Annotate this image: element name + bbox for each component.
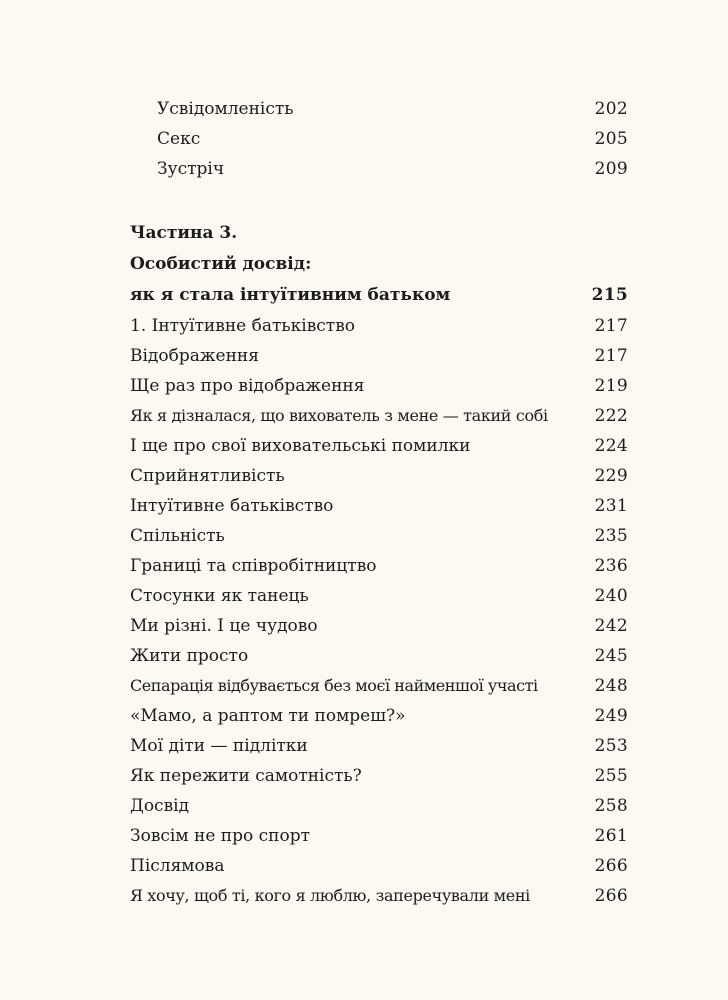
toc-entry-title: Спільність bbox=[130, 526, 225, 546]
toc-entry-page: 235 bbox=[594, 526, 628, 546]
toc-entry-title: Я хочу, щоб ті, кого я люблю, заперечували мені bbox=[130, 886, 530, 905]
toc-entry bbox=[130, 821, 628, 851]
toc-entry-page: 253 bbox=[594, 736, 628, 756]
part-title-line-1: Особистий досвід: bbox=[130, 254, 312, 274]
part-number: Частина 3. bbox=[130, 223, 238, 243]
toc-entry-title: Зовсім не про спорт bbox=[130, 826, 311, 846]
toc-entry bbox=[130, 761, 628, 791]
toc-entry bbox=[130, 94, 628, 124]
toc-entry-title: Сприйнятливість bbox=[130, 466, 285, 486]
toc-entry bbox=[130, 731, 628, 761]
toc-entry bbox=[130, 551, 628, 581]
part-title-line-2: як я стала інтуїтивним батьком bbox=[130, 285, 451, 305]
toc-entry-page: 231 bbox=[594, 496, 628, 516]
toc-entry-page: 222 bbox=[594, 406, 628, 426]
toc-entry-page: 258 bbox=[594, 796, 628, 816]
toc-entry bbox=[130, 491, 628, 521]
toc-entry bbox=[130, 341, 628, 371]
toc-entry-page: 205 bbox=[594, 129, 628, 149]
toc-entry bbox=[130, 401, 628, 431]
toc-entry-title: Ще раз про відображення bbox=[130, 376, 365, 396]
toc-entry bbox=[130, 671, 628, 701]
toc-entry-page: 217 bbox=[594, 316, 628, 336]
toc-entry-page: 224 bbox=[594, 436, 628, 456]
toc-entry bbox=[130, 431, 628, 461]
part-heading-line-3 bbox=[130, 280, 628, 311]
toc-entry-page: 236 bbox=[594, 556, 628, 576]
toc-entry bbox=[130, 701, 628, 731]
toc-entry-title: Зустріч bbox=[157, 159, 225, 179]
toc-entry bbox=[130, 611, 628, 641]
toc-entry bbox=[130, 881, 628, 911]
toc-entry-title: Як пережити самотність? bbox=[130, 766, 362, 786]
toc-entry-title: «Мамо, а раптом ти помреш?» bbox=[130, 706, 406, 726]
toc-entry-title: Стосунки як танець bbox=[130, 586, 309, 606]
toc-entry-title: Жити просто bbox=[130, 646, 249, 666]
toc-entry-page: 266 bbox=[594, 856, 628, 876]
toc-entry-page: 219 bbox=[594, 376, 628, 396]
toc-entry-title: Післямова bbox=[130, 856, 225, 876]
toc-entry-title: Як я дізналася, що вихователь з мене — такий собі bbox=[130, 406, 548, 425]
toc-entry-title: Інтуїтивне батьківство bbox=[130, 496, 334, 516]
section-gap bbox=[130, 184, 628, 218]
toc-entry-title: Сепарація відбувається без моєї найменшої участі bbox=[130, 676, 538, 695]
toc-entry bbox=[130, 311, 628, 341]
toc-entry-page: 229 bbox=[594, 466, 628, 486]
toc-entry-page: 240 bbox=[594, 586, 628, 606]
toc-entry-title: 1. Інтуїтивне батьківство bbox=[130, 316, 356, 336]
toc-entry-page: 249 bbox=[594, 706, 628, 726]
toc-entry-title: Усвідомленість bbox=[157, 99, 294, 119]
toc-entry bbox=[130, 124, 628, 154]
toc-entry-title: Границі та співробітництво bbox=[130, 556, 377, 576]
toc-entry-title: Секс bbox=[157, 129, 201, 149]
toc-entry-page: 261 bbox=[594, 826, 628, 846]
toc-entry-page: 217 bbox=[594, 346, 628, 366]
toc-entry-title: Мої діти — підлітки bbox=[130, 736, 308, 756]
toc-entry-page: 209 bbox=[594, 159, 628, 179]
toc-entry bbox=[130, 371, 628, 401]
part-page: 215 bbox=[591, 285, 628, 305]
toc-entry-title: Відображення bbox=[130, 346, 259, 366]
toc-entry-page: 266 bbox=[594, 886, 628, 906]
toc-entry-page: 242 bbox=[594, 616, 628, 636]
toc-entry bbox=[130, 791, 628, 821]
toc-entry-page: 202 bbox=[594, 99, 628, 119]
toc-entry bbox=[130, 581, 628, 611]
toc-entry-page: 248 bbox=[594, 676, 628, 696]
toc-entry bbox=[130, 641, 628, 671]
toc-entry-title: Ми різні. І це чудово bbox=[130, 616, 318, 636]
part-heading-line-1 bbox=[130, 218, 628, 249]
toc-entry-page: 245 bbox=[594, 646, 628, 666]
part-heading-line-2 bbox=[130, 249, 628, 280]
toc-entry-page: 255 bbox=[594, 766, 628, 786]
toc-entry bbox=[130, 154, 628, 184]
toc-entry-title: Досвід bbox=[130, 796, 190, 816]
toc-entry bbox=[130, 851, 628, 881]
toc-entry bbox=[130, 461, 628, 491]
toc-entry-title: І ще про свої виховательські помилки bbox=[130, 436, 471, 456]
table-of-contents bbox=[130, 94, 628, 911]
toc-entry bbox=[130, 521, 628, 551]
